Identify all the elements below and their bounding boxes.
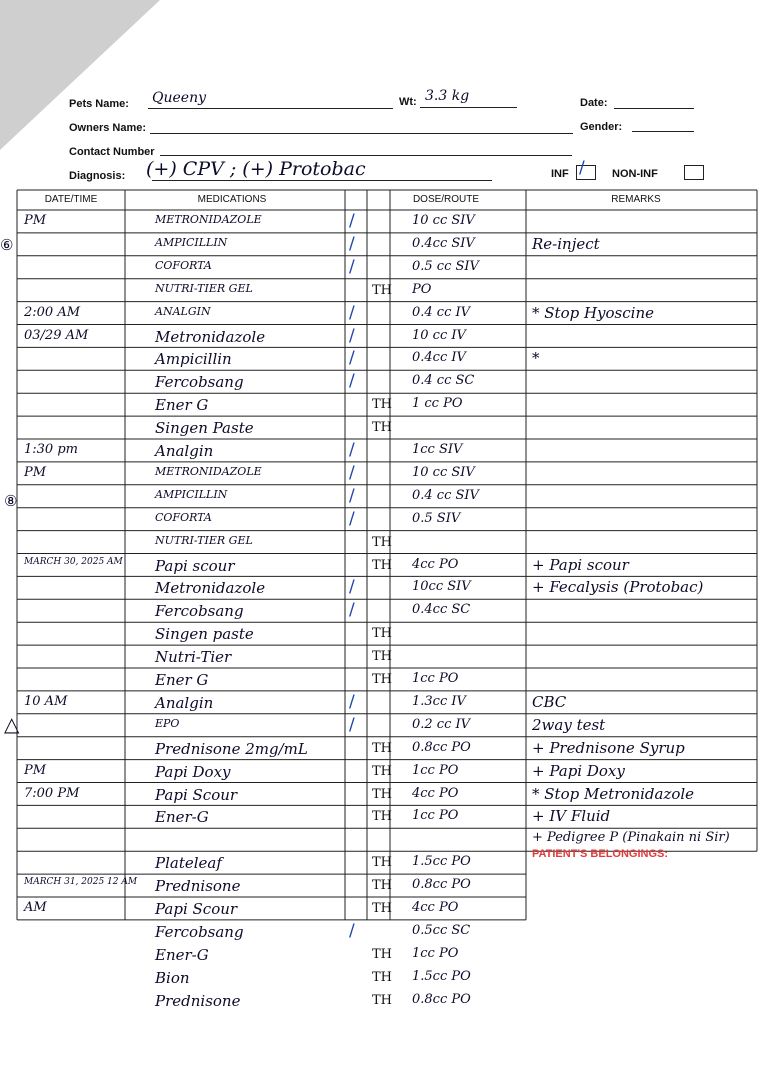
row-datetime: 2:00 AM: [24, 304, 81, 320]
row-check-mark: /: [349, 600, 355, 621]
row-remark: 2way test: [532, 715, 606, 734]
row-medication: Prednisone: [155, 991, 241, 1010]
row-dose-route: 4cc PO: [412, 785, 459, 801]
row-dose-route: 10 cc IV: [412, 327, 466, 343]
row-remark: + Pedigree P (Pinakain ni Sir): [532, 830, 730, 846]
row-dose-route: 1.5cc PO: [412, 854, 471, 870]
row-dose-route: 0.4 cc IV: [412, 304, 471, 320]
row-medication: Papi Scour: [155, 785, 238, 804]
row-medication: METRONIDAZOLE: [155, 464, 262, 478]
row-check-mark: /: [349, 508, 355, 529]
row-check-mark: /: [349, 485, 355, 506]
row-check-mark: /: [349, 462, 355, 483]
row-medication: ANALGIN: [155, 304, 211, 318]
diagnosis-label: Diagnosis:: [69, 170, 126, 182]
row-medication: Ampicillin: [155, 350, 232, 369]
row-medication: AMPICILLIN: [155, 487, 228, 501]
row-medication: Papi Doxy: [155, 762, 231, 781]
circled-number-mark: ⑥: [0, 236, 14, 254]
row-datetime: AM: [24, 900, 47, 915]
row-remark: + Papi scour: [532, 555, 629, 574]
row-medication: NUTRI-TIER GEL: [155, 281, 253, 295]
row-dose-route: 4cc PO: [412, 900, 459, 915]
row-initials: TH: [372, 901, 393, 916]
owners-name-label: Owners Name:: [69, 122, 147, 134]
row-dose-route: 10 cc SIV: [412, 213, 475, 228]
column-header-dose-route: DOSE/ROUTE: [412, 194, 480, 205]
row-initials: TH: [372, 786, 393, 802]
row-check-mark: /: [349, 302, 355, 323]
row-datetime: 03/29 AM: [24, 327, 89, 343]
row-dose-route: 0.5cc SC: [412, 922, 471, 938]
row-datetime: 10 AM: [24, 693, 68, 709]
row-medication: Analgin: [155, 442, 214, 460]
weight-label: Wt:: [399, 96, 417, 108]
row-dose-route: 0.4cc SC: [412, 602, 471, 618]
row-medication: Ener G: [155, 396, 209, 415]
diagnosis-value: (+) CPV ; (+) Protobac: [146, 158, 366, 180]
row-check-mark: /: [349, 577, 355, 598]
non-inf-label: NON-INF: [612, 168, 658, 180]
patients-belongings-label: PATIENT'S BELONGINGS:: [532, 848, 669, 860]
row-medication: Prednisone: [155, 877, 241, 896]
row-dose-route: 1cc PO: [412, 762, 459, 778]
row-initials: TH: [372, 878, 393, 894]
triangle-mark: △: [4, 712, 20, 736]
column-header-medications: MEDICATIONS: [197, 194, 267, 205]
row-check-mark: /: [349, 256, 355, 277]
row-initials: TH: [372, 855, 393, 871]
row-initials: TH: [372, 557, 393, 573]
row-datetime: MARCH 31, 2025 12 AM: [24, 877, 138, 888]
row-check-mark: /: [349, 211, 355, 231]
row-medication: Metronidazole: [155, 579, 266, 598]
row-check-mark: /: [349, 920, 355, 941]
row-dose-route: 10cc SIV: [412, 579, 471, 595]
row-dose-route: 0.4 cc SIV: [412, 487, 479, 503]
row-datetime: 1:30 pm: [24, 442, 78, 457]
row-initials: TH: [372, 420, 393, 436]
row-initials: TH: [372, 534, 393, 550]
pets-name-label: Pets Name:: [69, 98, 129, 110]
row-medication: Singen paste: [155, 625, 254, 644]
row-remark: + IV Fluid: [532, 807, 611, 826]
row-dose-route: 1cc PO: [412, 671, 459, 686]
row-dose-route: 0.4cc IV: [412, 350, 466, 366]
row-initials: TH: [372, 946, 393, 962]
row-dose-route: 1cc SIV: [412, 442, 463, 457]
column-header-remarks: REMARKS: [611, 194, 661, 205]
row-dose-route: 1cc PO: [412, 945, 459, 961]
row-medication: Ener-G: [155, 945, 209, 964]
pets-name-value: Queeny: [152, 90, 206, 106]
row-medication: Ener G: [155, 671, 209, 689]
row-check-mark: /: [349, 691, 355, 712]
row-remark: + Papi Doxy: [532, 761, 625, 780]
row-datetime: MARCH 30, 2025 AM: [24, 556, 123, 567]
row-medication: NUTRI-TIER GEL: [155, 533, 253, 547]
row-dose-route: 0.4cc SIV: [412, 235, 475, 251]
row-check-mark: /: [349, 325, 355, 346]
row-initials: TH: [372, 763, 393, 779]
row-dose-route: 1 cc PO: [412, 396, 463, 412]
contact-number-label: Contact Number: [69, 146, 155, 158]
row-dose-route: 0.5 SIV: [412, 510, 461, 526]
row-remark: CBC: [532, 692, 567, 711]
row-medication: Prednisone 2mg/mL: [155, 739, 308, 758]
row-check-mark: /: [349, 348, 355, 369]
row-check-mark: /: [349, 714, 355, 735]
row-remark: * Stop Metronidazole: [532, 784, 695, 803]
row-initials: TH: [372, 397, 393, 413]
row-medication: COFORTA: [155, 258, 212, 272]
column-header-datetime: DATE/TIME: [44, 194, 98, 205]
row-initials: TH: [372, 282, 393, 298]
row-initials: TH: [372, 740, 393, 756]
inf-label: INF: [551, 168, 569, 180]
row-remark: * Stop Hyoscine: [532, 303, 654, 322]
row-check-mark: /: [349, 233, 355, 254]
row-medication: EPO: [155, 716, 180, 730]
row-datetime: PM: [24, 464, 47, 480]
row-medication: Plateleaf: [155, 854, 222, 873]
row-remark: + Prednisone Syrup: [532, 738, 685, 757]
row-medication: Singen Paste: [155, 419, 254, 438]
row-dose-route: 1.3cc IV: [412, 693, 466, 709]
row-dose-route: 0.2 cc IV: [412, 716, 471, 732]
row-dose-route: 0.8cc PO: [412, 991, 471, 1007]
row-dose-route: PO: [412, 281, 432, 297]
row-check-mark: /: [349, 440, 355, 460]
row-medication: Analgin: [155, 693, 214, 712]
row-medication: Papi Scour: [155, 900, 238, 918]
circled-number-mark-2: ⑧: [4, 492, 18, 510]
row-medication: Fercobsang: [155, 602, 244, 621]
row-dose-route: 1.5cc PO: [412, 968, 471, 984]
date-label: Date:: [580, 97, 608, 109]
row-remark: *: [532, 349, 540, 368]
row-medication: COFORTA: [155, 510, 212, 524]
row-dose-route: 0.8cc PO: [412, 877, 471, 893]
row-initials: TH: [372, 672, 393, 687]
row-initials: TH: [372, 626, 393, 642]
weight-value: 3.3 kg: [425, 88, 470, 104]
row-datetime: PM: [24, 762, 47, 778]
row-medication: Fercobsang: [155, 373, 244, 392]
row-dose-route: 10 cc SIV: [412, 464, 475, 480]
gender-label: Gender:: [580, 121, 623, 133]
row-datetime: PM: [24, 213, 47, 228]
row-dose-route: 0.8cc PO: [412, 739, 471, 755]
row-medication: Nutri-Tier: [155, 648, 232, 667]
row-medication: Fercobsang: [155, 922, 244, 941]
row-dose-route: 0.4 cc SC: [412, 373, 475, 389]
row-medication: Papi scour: [155, 556, 235, 575]
row-remark: Re-inject: [532, 234, 600, 253]
inf-check-mark: /: [579, 158, 585, 178]
row-medication: AMPICILLIN: [155, 235, 228, 249]
row-dose-route: 0.5 cc SIV: [412, 258, 479, 274]
row-remark: + Fecalysis (Protobac): [532, 578, 704, 597]
row-initials: TH: [372, 992, 393, 1008]
row-initials: TH: [372, 809, 393, 825]
row-initials: TH: [372, 969, 393, 985]
row-datetime: 7:00 PM: [24, 785, 80, 801]
row-medication: Metronidazole: [155, 327, 266, 346]
row-medication: Bion: [155, 968, 190, 987]
row-medication: METRONIDAZOLE: [155, 213, 262, 226]
row-check-mark: /: [349, 371, 355, 392]
row-medication: Ener-G: [155, 808, 209, 827]
row-initials: TH: [372, 649, 393, 665]
row-dose-route: 4cc PO: [412, 556, 459, 572]
row-dose-route: 1cc PO: [412, 808, 459, 824]
